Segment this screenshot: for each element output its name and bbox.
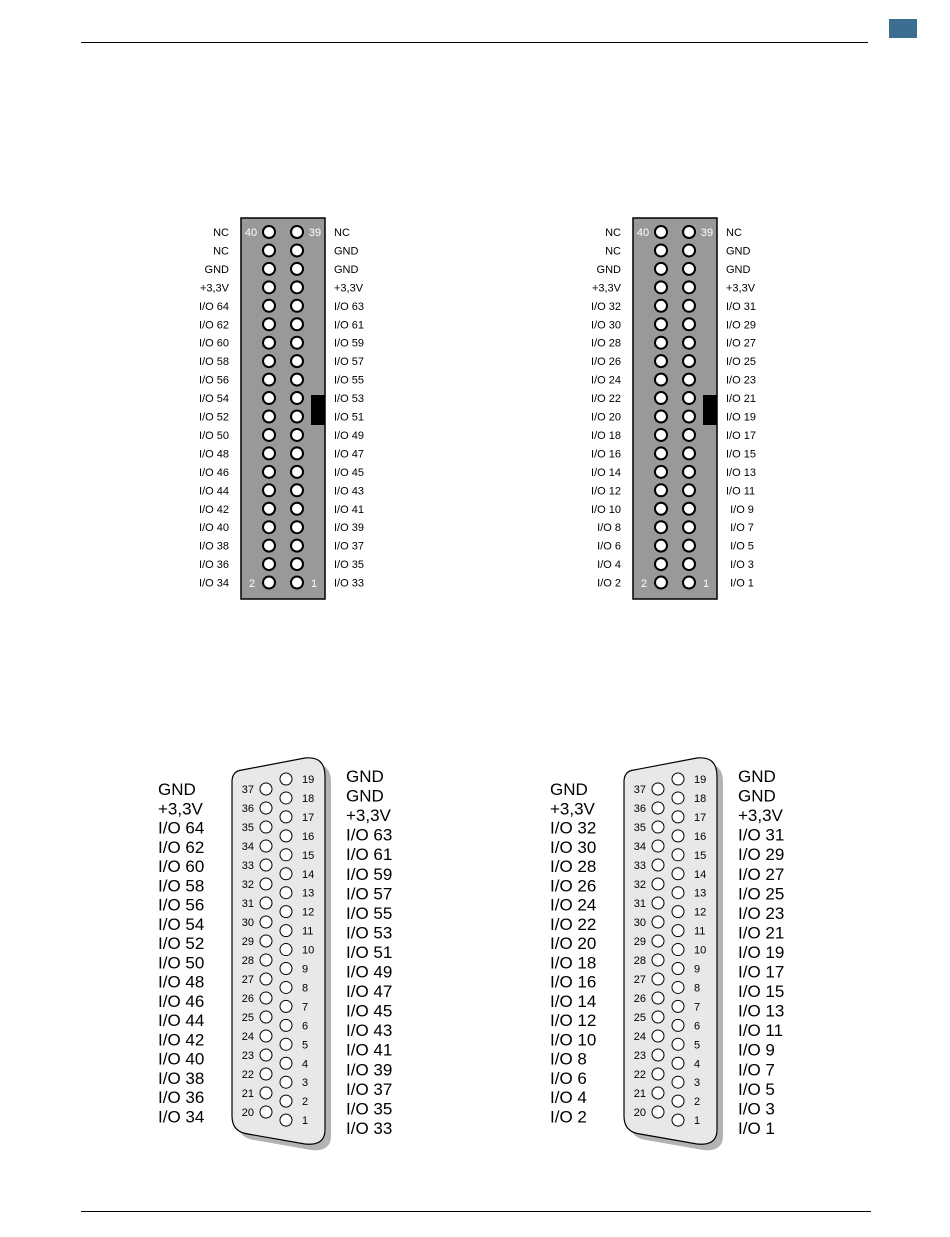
dsub-left-label: I/O 24 <box>550 895 597 915</box>
dsub-pin-number: 4 <box>694 1058 701 1071</box>
dsub-left-label: I/O 12 <box>550 1011 597 1030</box>
header-right-label: NC <box>334 227 350 239</box>
dsub-pin-number: 20 <box>241 1107 254 1119</box>
dsub-right-label: I/O 53 <box>346 923 393 943</box>
dsub-pin-number: 5 <box>302 1039 309 1052</box>
dsub-pin-number: 30 <box>633 917 646 929</box>
header-right-label: I/O 41 <box>334 503 364 516</box>
dsub-right-label: I/O 57 <box>346 884 393 904</box>
header-left-label: I/O 22 <box>591 393 621 406</box>
header-right-label: I/O 33 <box>334 577 364 590</box>
header-right-label: I/O 55 <box>334 374 364 387</box>
dsub-pin-number: 10 <box>302 944 315 957</box>
dsub-pin-number: 7 <box>302 1001 309 1014</box>
dsub-pin-number: 8 <box>302 982 309 995</box>
dsub-right-label: I/O 63 <box>346 825 393 845</box>
dsub-left-label: +3,3V <box>158 799 203 819</box>
dsub-pin <box>672 1076 684 1088</box>
dsub-pin-number: 27 <box>633 974 646 986</box>
header-left-label: +3,3V <box>591 282 621 295</box>
dsub-right-label: I/O 51 <box>346 942 393 962</box>
header-left-label: I/O 32 <box>591 300 621 313</box>
header-left-label: I/O 52 <box>199 411 229 424</box>
header-left-label: I/O 16 <box>591 448 621 461</box>
header-left-label: I/O 48 <box>199 448 229 461</box>
dsub-right-label: I/O 61 <box>346 845 393 865</box>
header-left-label: I/O 60 <box>199 337 229 350</box>
dsub-pin-number: 14 <box>694 868 707 881</box>
dsub-pin-number: 32 <box>633 879 646 891</box>
dsub-pin-number: 15 <box>302 849 315 862</box>
dsub-pin-number: 25 <box>633 1012 646 1024</box>
header-right-label: GND <box>334 245 359 258</box>
dsub-left-label: I/O 46 <box>158 991 205 1011</box>
header-left-label: I/O 8 <box>597 522 621 535</box>
dsub-pin-number: 3 <box>694 1077 701 1090</box>
dsub-pin-number: 20 <box>633 1107 646 1119</box>
dsub-pin-number: 28 <box>241 955 254 967</box>
header-right-label: I/O 59 <box>334 337 364 350</box>
dsub-right-label: I/O 1 <box>738 1118 775 1138</box>
dsub-pin-number: 2 <box>694 1096 701 1109</box>
header-right-label: +3,3V <box>334 282 364 295</box>
dsub-pin <box>672 1019 684 1031</box>
dsub-pin <box>672 849 684 861</box>
dsub-pin <box>672 811 684 823</box>
dsub-pin <box>672 792 684 804</box>
dsub-pin-number: 36 <box>633 803 646 815</box>
dsub-right-label: I/O 23 <box>738 903 785 923</box>
header-left-label: I/O 28 <box>591 337 621 350</box>
dsub-left-label: I/O 22 <box>550 914 597 934</box>
dsub-left-label: I/O 26 <box>550 876 597 896</box>
dsub-left-label: I/O 64 <box>158 818 205 838</box>
dsub-pin-number: 1 <box>694 1115 701 1128</box>
header-right-label: NC <box>726 227 742 239</box>
header-right-label: I/O 19 <box>726 411 756 424</box>
header-pin-number: 40 <box>244 227 258 239</box>
header-right-label: I/O 7 <box>730 522 754 535</box>
dsub-left-label: +3,3V <box>550 799 595 819</box>
dsub-right-label: I/O 45 <box>346 1001 393 1021</box>
dsub-pin-number: 25 <box>241 1012 254 1024</box>
dsub-pin <box>672 887 684 899</box>
header-left-label: I/O 18 <box>591 429 621 442</box>
dsub-pin <box>672 1095 684 1107</box>
dsub-left-label: I/O 44 <box>158 1011 205 1030</box>
dsub-pin-number: 3 <box>302 1077 309 1090</box>
dsub-left-label: I/O 16 <box>550 972 597 992</box>
header-left-label: I/O 34 <box>199 577 229 590</box>
dsub-pin-number: 12 <box>694 906 707 919</box>
dsub-right-label: I/O 19 <box>738 942 785 962</box>
header-right-label: GND <box>726 263 751 276</box>
dsub-right-label: I/O 17 <box>738 962 785 982</box>
dsub-pin-number: 24 <box>633 1031 646 1043</box>
header-right-label: I/O 1 <box>730 577 754 590</box>
header-right-label: I/O 21 <box>726 393 756 406</box>
dsub-left-label: I/O 50 <box>158 953 205 973</box>
dsub-pin-number: 33 <box>241 860 254 872</box>
dsub-pin-number: 8 <box>694 982 701 995</box>
dsub-pin-number: 15 <box>694 849 707 862</box>
header-right-label: I/O 17 <box>726 429 756 442</box>
header-left-label: I/O 10 <box>591 503 621 516</box>
dsub-pin <box>672 1038 684 1050</box>
dsub-right-label: I/O 37 <box>346 1079 393 1099</box>
dsub-left-label: I/O 56 <box>158 895 205 915</box>
dsub-pin-number: 22 <box>241 1069 254 1081</box>
dsub-right-label: I/O 9 <box>738 1040 775 1060</box>
dsub-pin-number: 26 <box>241 993 254 1005</box>
header-right-label: GND <box>334 263 359 276</box>
dsub-left-label: I/O 58 <box>158 876 205 896</box>
header-right-label: +3,3V <box>726 282 756 295</box>
dsub-pin <box>652 1106 664 1118</box>
dsub-pin-number: 31 <box>633 898 646 910</box>
header-left-label: I/O 54 <box>199 393 229 406</box>
dsub-pin-number: 29 <box>241 936 254 948</box>
dsub-left-label: I/O 54 <box>158 914 205 934</box>
dsub-pin-number: 10 <box>694 944 707 957</box>
header-right-label: I/O 15 <box>726 448 756 461</box>
dsub-pin-number: 34 <box>241 841 254 853</box>
dsub-left-label: GND <box>550 780 588 799</box>
header-right-label: I/O 57 <box>334 356 364 369</box>
header-left-label: I/O 46 <box>199 466 229 479</box>
dsub-right-label: +3,3V <box>738 806 783 826</box>
dsub-pin <box>652 1049 664 1061</box>
header-pin-number: 40 <box>636 227 650 239</box>
dsub-right-label: GND <box>738 767 776 786</box>
dsub-pin <box>652 1011 664 1023</box>
header-right-label: I/O 63 <box>334 300 364 313</box>
dsub-pin-number: 9 <box>694 963 701 976</box>
dsub-pin <box>672 981 684 993</box>
header-pin-number: 39 <box>308 227 322 239</box>
dsub-pin-number: 31 <box>241 898 254 910</box>
dsub-pin-number: 23 <box>633 1050 646 1062</box>
dsub-right-label: I/O 47 <box>346 982 393 1002</box>
dsub-pin <box>652 1087 664 1099</box>
header-pin-number: 39 <box>700 227 714 239</box>
header-left-label: I/O 38 <box>199 540 229 553</box>
dsub-pin-number: 19 <box>302 774 315 786</box>
dsub-pin-number: 6 <box>694 1020 701 1033</box>
dsub-pin <box>652 840 664 852</box>
header-left-label: I/O 58 <box>199 356 229 369</box>
dsub-right-label: I/O 27 <box>738 864 785 884</box>
dsub-left-label: I/O 60 <box>158 857 205 876</box>
dsub-pin-number: 17 <box>694 811 707 824</box>
header-right-label: I/O 3 <box>730 559 754 572</box>
dsub-left-label: I/O 14 <box>550 991 597 1011</box>
dsub-right-label: I/O 39 <box>346 1060 393 1080</box>
dsub-left-label: I/O 40 <box>158 1049 205 1069</box>
header-right-label: I/O 11 <box>726 485 756 498</box>
dsub-pin-number: 37 <box>241 784 254 796</box>
dsub-right-label: I/O 11 <box>738 1021 784 1041</box>
header-right-label: I/O 45 <box>334 466 364 479</box>
dsub-pin <box>652 821 664 833</box>
header-right-label: I/O 23 <box>726 374 756 387</box>
dsub-right-label: I/O 43 <box>346 1021 393 1041</box>
dsub-pin <box>672 1114 684 1126</box>
dsub-right-label: I/O 49 <box>346 962 393 982</box>
dsub-pin-number: 34 <box>633 841 646 853</box>
dsub-pin-number: 36 <box>241 803 254 815</box>
dsub-pin <box>652 1068 664 1080</box>
header-pin-number: 2 <box>248 578 256 590</box>
header-pin-number: 2 <box>640 578 648 590</box>
dsub-left-label: I/O 18 <box>550 953 597 973</box>
dsub-pin-number: 37 <box>633 784 646 796</box>
dsub-right-label: I/O 13 <box>738 1001 785 1021</box>
dsub-right-label: I/O 31 <box>738 825 785 845</box>
dsub-left-label: I/O 28 <box>550 857 597 876</box>
dsub-right-label: I/O 35 <box>346 1099 393 1119</box>
dsub-left-label: I/O 48 <box>158 972 205 992</box>
dsub-right-label: GND <box>738 786 776 806</box>
header-right-label: I/O 13 <box>726 466 756 479</box>
dsub-right-label: I/O 7 <box>738 1060 775 1080</box>
dsub-pin-number: 11 <box>302 925 314 938</box>
header-right-label: I/O 9 <box>730 503 754 516</box>
dsub-pin <box>672 830 684 842</box>
dsub-pin <box>652 802 664 814</box>
header-right-label: I/O 25 <box>726 356 756 369</box>
dsub-pin-number: 27 <box>241 974 254 986</box>
header-left-label: I/O 40 <box>199 522 229 535</box>
header-left-label: I/O 2 <box>597 577 621 590</box>
header-right-label: I/O 47 <box>334 448 364 461</box>
dsub-pin-number: 7 <box>694 1001 701 1014</box>
header-right-label: I/O 5 <box>730 540 754 553</box>
dsub-pin-number: 16 <box>302 830 315 843</box>
dsub-pin <box>652 1030 664 1042</box>
dsub-pin-number: 29 <box>633 936 646 948</box>
header-right-label: I/O 51 <box>334 411 364 424</box>
dsub-pin <box>652 992 664 1004</box>
header-right-label: I/O 37 <box>334 540 364 553</box>
dsub-pin <box>652 878 664 890</box>
dsub-pin-number: 5 <box>694 1039 701 1052</box>
dsub-left-label: I/O 32 <box>550 818 597 838</box>
dsub-right-label: I/O 25 <box>738 884 785 904</box>
header-left-label: I/O 56 <box>199 374 229 387</box>
dsub-left-label: I/O 34 <box>158 1107 205 1127</box>
header-left-label: I/O 62 <box>199 319 229 332</box>
header-left-label: I/O 14 <box>591 466 621 479</box>
dsub-right-label: I/O 41 <box>346 1040 393 1060</box>
dsub-pin-number: 1 <box>302 1115 309 1128</box>
header-left-label: NC <box>605 245 621 258</box>
dsub-right-label: I/O 55 <box>346 903 393 923</box>
dsub-right-label: I/O 15 <box>738 982 785 1002</box>
dsub-pin <box>652 916 664 928</box>
dsub-pin-number: 12 <box>302 906 315 919</box>
header-left-label: I/O 12 <box>591 485 621 498</box>
header-left-label: I/O 44 <box>199 485 229 498</box>
dsub-left-label: I/O 2 <box>550 1107 587 1127</box>
dsub-pin-number: 21 <box>633 1088 646 1100</box>
dsub-pin <box>672 906 684 918</box>
header-left-label: NC <box>213 227 229 239</box>
dsub-pin-number: 26 <box>633 993 646 1005</box>
dsub-pin-number: 18 <box>694 792 707 805</box>
dsub-right-label: +3,3V <box>346 806 391 826</box>
dsub-pin <box>652 935 664 947</box>
dsub-right-label: I/O 5 <box>738 1079 775 1099</box>
dsub-pin-number: 28 <box>633 955 646 967</box>
dsub-right-label: GND <box>346 767 384 786</box>
dsub-pin <box>672 963 684 975</box>
header-right-label: I/O 43 <box>334 485 364 498</box>
header-right-label: I/O 29 <box>726 319 756 332</box>
header-right-label: I/O 39 <box>334 522 364 535</box>
dsub-pin-number: 16 <box>694 830 707 843</box>
dsub-pin <box>672 925 684 937</box>
dsub-pin-number: 19 <box>694 774 707 786</box>
dsub-pin-number: 23 <box>241 1050 254 1062</box>
dsub-pin <box>672 868 684 880</box>
dsub-pin-number: 17 <box>302 811 315 824</box>
dsub-pin <box>652 897 664 909</box>
dsub-pin-number: 11 <box>694 925 706 938</box>
dsub-pin-number: 13 <box>694 887 707 900</box>
dsub-pin-number: 2 <box>302 1096 309 1109</box>
header-left-label: I/O 20 <box>591 411 621 424</box>
header-left-label: I/O 26 <box>591 356 621 369</box>
dsub-pin-number: 33 <box>633 860 646 872</box>
dsub-pin-number: 13 <box>302 887 315 900</box>
header-right-label: I/O 31 <box>726 300 756 313</box>
dsub-left-label: I/O 42 <box>158 1030 205 1050</box>
header-right-label: I/O 49 <box>334 429 364 442</box>
header-left-label: I/O 64 <box>199 300 229 313</box>
dsub-pin-number: 32 <box>241 879 254 891</box>
header-right-label: I/O 53 <box>334 393 364 406</box>
dsub-right-label: I/O 59 <box>346 864 393 884</box>
header-left-label: NC <box>213 245 229 258</box>
dsub-left-label: I/O 62 <box>158 837 205 857</box>
header-right-label: I/O 61 <box>334 319 364 332</box>
header-left-label: NC <box>605 227 621 239</box>
header-pin-number: 1 <box>310 578 318 590</box>
dsub-left-label: GND <box>158 780 196 799</box>
header-left-label: GND <box>204 263 229 276</box>
dsub-pin-number: 18 <box>302 792 315 805</box>
dsub-left-label: I/O 6 <box>550 1068 587 1088</box>
dsub-pin-number: 21 <box>241 1088 254 1100</box>
dsub-pin-number: 35 <box>633 822 646 834</box>
dsub-pin-number: 22 <box>633 1069 646 1081</box>
dsub-pin-number: 9 <box>302 963 309 976</box>
dsub-pin <box>652 783 664 795</box>
header-right-label: I/O 35 <box>334 559 364 572</box>
dsub-pin-number: 4 <box>302 1058 309 1071</box>
dsub-right-label: I/O 29 <box>738 845 785 865</box>
dsub-left-label: I/O 8 <box>550 1049 587 1069</box>
dsub-pin <box>672 773 684 785</box>
header-pin-number: 1 <box>702 578 710 590</box>
dsub-pin <box>652 973 664 985</box>
dsub-pin <box>672 1000 684 1012</box>
dsub-left-label: I/O 38 <box>158 1068 205 1088</box>
dsub-pin-number: 14 <box>302 868 315 881</box>
dsub-left-label: I/O 30 <box>550 837 597 857</box>
dsub-pin-number: 30 <box>241 917 254 929</box>
dsub-left-label: I/O 52 <box>158 934 205 953</box>
dsub-left-label: I/O 36 <box>158 1088 205 1107</box>
dsub-left-label: I/O 20 <box>550 934 597 953</box>
header-right-label: GND <box>726 245 751 258</box>
header-left-label: I/O 6 <box>597 540 621 553</box>
dsub-left-label: I/O 10 <box>550 1030 597 1050</box>
dsub-pin-number: 35 <box>241 822 254 834</box>
header-left-label: I/O 50 <box>199 429 229 442</box>
header-left-label: +3,3V <box>199 282 229 295</box>
header-left-label: I/O 4 <box>597 559 621 572</box>
header-right-label: I/O 27 <box>726 337 756 350</box>
dsub-pin <box>652 954 664 966</box>
dsub-pin-number: 24 <box>241 1031 254 1043</box>
dsub-pin <box>652 859 664 871</box>
dsub-pin <box>672 944 684 956</box>
header-left-label: I/O 36 <box>199 559 229 572</box>
dsub-left-label: I/O 4 <box>550 1088 587 1107</box>
dsub-pin <box>672 1057 684 1069</box>
dsub-right-label: I/O 3 <box>738 1099 775 1119</box>
dsub-right-label: I/O 33 <box>346 1118 393 1138</box>
dsub-right-label: I/O 21 <box>738 923 785 943</box>
dsub-pin-number: 6 <box>302 1020 309 1033</box>
header-left-label: I/O 24 <box>591 374 621 387</box>
header-left-label: I/O 42 <box>199 503 229 516</box>
header-left-label: I/O 30 <box>591 319 621 332</box>
header-left-label: GND <box>596 263 621 276</box>
dsub-right-label: GND <box>346 786 384 806</box>
